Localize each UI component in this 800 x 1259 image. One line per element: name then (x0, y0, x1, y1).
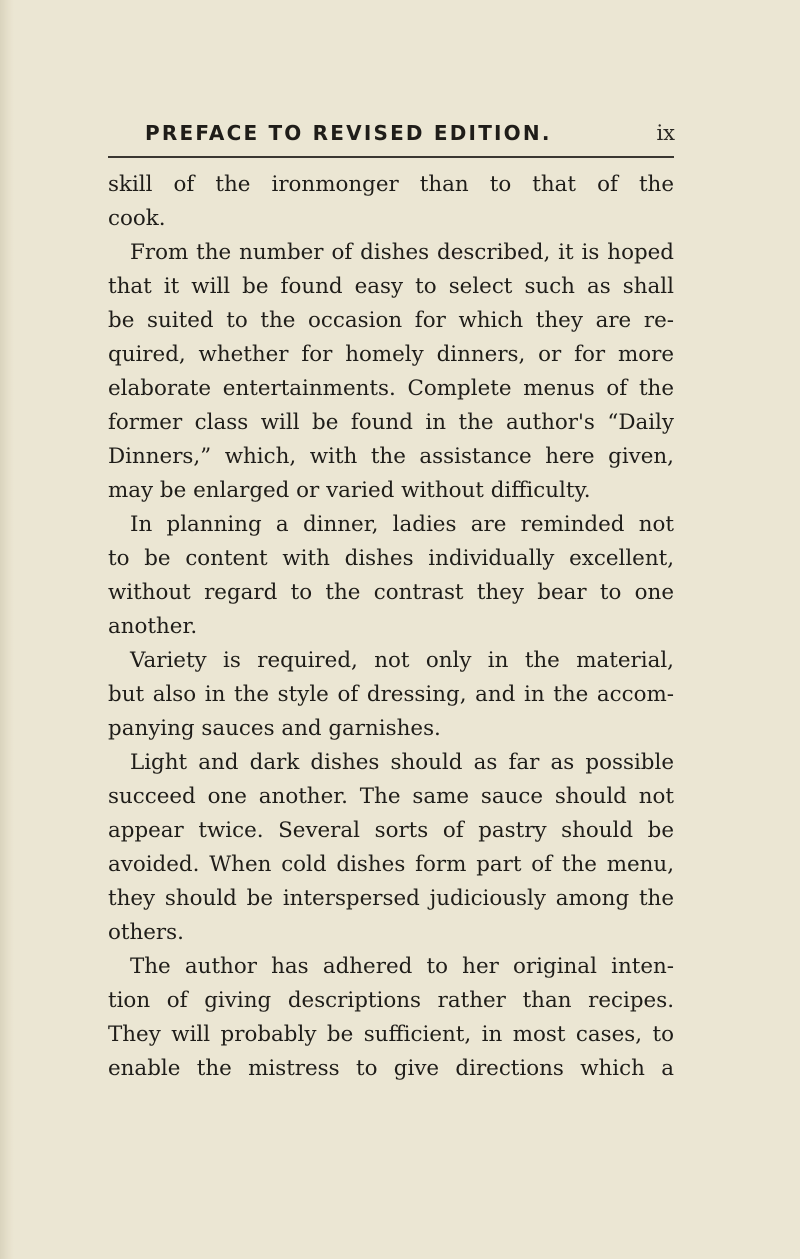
text-line: quired, whether for homely dinners, or for more (108, 342, 674, 367)
paragraph (108, 950, 674, 1086)
text-line: Light and dark dishes should as far as possible (130, 750, 674, 775)
text-line: succeed one another. The same sauce should not (108, 784, 674, 809)
paragraph (108, 508, 674, 644)
page-header (145, 118, 675, 148)
text-line: former class will be found in the author's “Daily (108, 410, 674, 435)
text-line: In planning a dinner, ladies are reminded not (130, 512, 674, 537)
text-line: others. (108, 920, 184, 945)
text-line: panying sauces and garnishes. (108, 716, 441, 741)
paragraph (108, 644, 674, 746)
text-line: may be enlarged or varied without difficulty. (108, 478, 591, 503)
text-line: Variety is required, not only in the material, (130, 648, 674, 673)
text-line: to be content with dishes individually excellent, (108, 546, 674, 571)
text-line: another. (108, 614, 198, 639)
text-line: appear twice. Several sorts of pastry should be (108, 818, 674, 843)
header-rule (108, 156, 674, 158)
text-line: without regard to the contrast they bear to one (108, 580, 674, 605)
body-text (108, 168, 674, 1086)
text-line: avoided. When cold dishes form part of the menu, (108, 852, 674, 877)
text-line: cook. (108, 206, 166, 231)
text-line: tion of giving descriptions rather than recipes. (108, 988, 674, 1013)
paragraph (108, 746, 674, 950)
text-line: Dinners,” which, with the assistance here given, (108, 444, 674, 469)
text-line: they should be interspersed judiciously among the (108, 886, 674, 911)
text-line: but also in the style of dressing, and in the accom- (108, 682, 674, 707)
page-edge (0, 0, 14, 1259)
paragraph (108, 236, 674, 508)
running-title: PREFACE TO REVISED EDITION. (145, 121, 552, 145)
text-line: From the number of dishes described, it is hoped (130, 240, 674, 265)
text-line: The author has adhered to her original inten- (130, 954, 674, 979)
text-line: that it will be found easy to select such as shall (108, 274, 674, 299)
text-line: skill of the ironmonger than to that of the (108, 172, 674, 197)
paragraph (108, 168, 674, 236)
text-line: enable the mistress to give directions which a (108, 1056, 674, 1081)
text-line: They will probably be sufficient, in most cases, to (108, 1022, 674, 1047)
text-line: elaborate entertainments. Complete menus of the (108, 376, 674, 401)
text-line: be suited to the occasion for which they are re- (108, 308, 674, 333)
page-number: ix (656, 121, 675, 145)
